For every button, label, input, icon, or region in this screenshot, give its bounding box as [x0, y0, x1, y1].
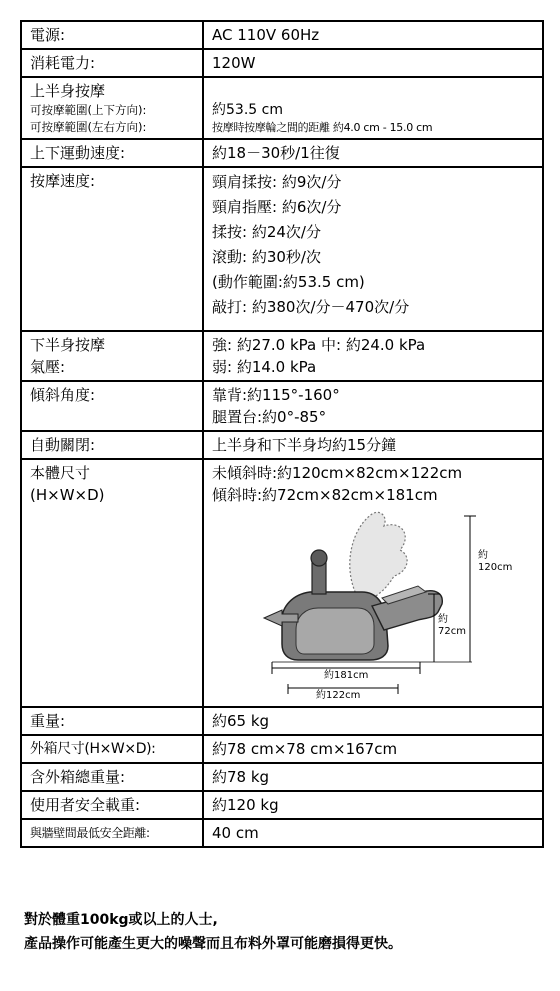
table-row	[21, 763, 543, 791]
notice-line: 產品操作可能產生更大的噪聲而且布料外罩可能磨損得更快。	[24, 936, 402, 952]
table-row	[21, 49, 543, 77]
spec-table	[20, 20, 544, 848]
spec-sublabel: 可按摩範圍(左右方向):	[30, 120, 147, 134]
table-row	[21, 77, 543, 139]
notice-line: 對於體重100kg或以上的人士,	[24, 912, 218, 928]
spec-label-group	[21, 331, 203, 381]
spec-value: 頸肩指壓: 約6次/分	[212, 198, 342, 216]
spec-value: 40 cm	[203, 819, 543, 847]
spec-value-group	[203, 77, 543, 139]
table-row	[21, 21, 543, 49]
spec-label: 本體尺寸	[30, 464, 91, 482]
spec-value: 上半身和下半身均約15分鐘	[203, 431, 543, 459]
table-row	[21, 819, 543, 847]
spec-label: 電源:	[21, 21, 203, 49]
spec-label: 上半身按摩	[30, 82, 106, 100]
spec-label: 氣壓:	[30, 358, 66, 376]
spec-value: 頸肩揉按: 約9次/分	[212, 173, 342, 191]
spec-label-group	[21, 459, 203, 707]
spec-value-group	[203, 459, 543, 707]
spec-value: 傾斜時:約72cm×82cm×181cm	[212, 486, 438, 504]
spec-value: 未傾斜時:約120cm×82cm×122cm	[212, 464, 463, 482]
spec-label-group	[21, 77, 203, 139]
spec-value: 滾動: 約30秒/次	[212, 248, 321, 266]
spec-label: 消耗電力:	[21, 49, 203, 77]
spec-label: 上下運動速度:	[21, 139, 203, 167]
spec-value: 弱: 約14.0 kPa	[212, 358, 317, 376]
spec-value-group	[203, 381, 543, 431]
spec-value: 約120 kg	[203, 791, 543, 819]
chair-dimension-diagram	[212, 506, 534, 684]
spec-value: 靠背:約115°-160°	[212, 386, 340, 404]
table-row	[21, 167, 543, 331]
spec-label: 自動關閉:	[21, 431, 203, 459]
spec-label: 與牆壁間最低安全距離:	[21, 819, 203, 847]
spec-label: 下半身按摩	[30, 336, 106, 354]
spec-value: 腿置台:約0°-85°	[212, 408, 327, 426]
spec-label: 傾斜角度:	[21, 381, 203, 431]
spec-label: 外箱尺寸(H×W×D):	[21, 735, 203, 763]
spec-value: 約65 kg	[203, 707, 543, 735]
width-122-label: 約122cm	[316, 690, 361, 701]
width-122-dimension	[212, 684, 534, 704]
spec-value: 約78 kg	[203, 763, 543, 791]
table-row	[21, 735, 543, 763]
table-row	[21, 139, 543, 167]
spec-label: 按摩速度:	[21, 167, 203, 331]
width-181-label: 約181cm	[324, 670, 369, 681]
spec-value: AC 110V 60Hz	[203, 21, 543, 49]
spec-value: 揉按: 約24次/分	[212, 223, 321, 241]
table-row	[21, 791, 543, 819]
spec-value: 120W	[203, 49, 543, 77]
spec-value: 敲打: 約380次/分－470次/分	[212, 298, 410, 316]
spec-value-group	[203, 167, 543, 331]
spec-value: (動作範圍:約53.5 cm)	[212, 273, 365, 291]
table-row	[21, 381, 543, 431]
spec-label: 使用者安全載重:	[21, 791, 203, 819]
weight-notice	[24, 908, 544, 956]
spec-label: 含外箱總重量:	[21, 763, 203, 791]
table-row	[21, 431, 543, 459]
table-row	[21, 331, 543, 381]
height-120-label: 約 120cm	[478, 550, 513, 573]
spec-value: 約18－30秒/1往復	[203, 139, 543, 167]
spec-label: (H×W×D)	[30, 486, 105, 504]
table-row	[21, 707, 543, 735]
spec-value: 約78 cm×78 cm×167cm	[203, 735, 543, 763]
spec-value: 約53.5 cm	[212, 102, 283, 118]
table-row	[21, 459, 543, 707]
spec-value-group	[203, 331, 543, 381]
width-122-line	[212, 684, 542, 704]
height-72-label: 約 72cm	[438, 614, 466, 637]
spec-sublabel: 可按摩範圍(上下方向):	[30, 103, 147, 117]
spec-value: 按摩時按摩輪之間的距離 約4.0 cm - 15.0 cm	[212, 121, 433, 134]
massage-chair-illustration	[212, 506, 542, 684]
spec-value: 強: 約27.0 kPa 中: 約24.0 kPa	[212, 336, 426, 354]
spec-label: 重量:	[21, 707, 203, 735]
